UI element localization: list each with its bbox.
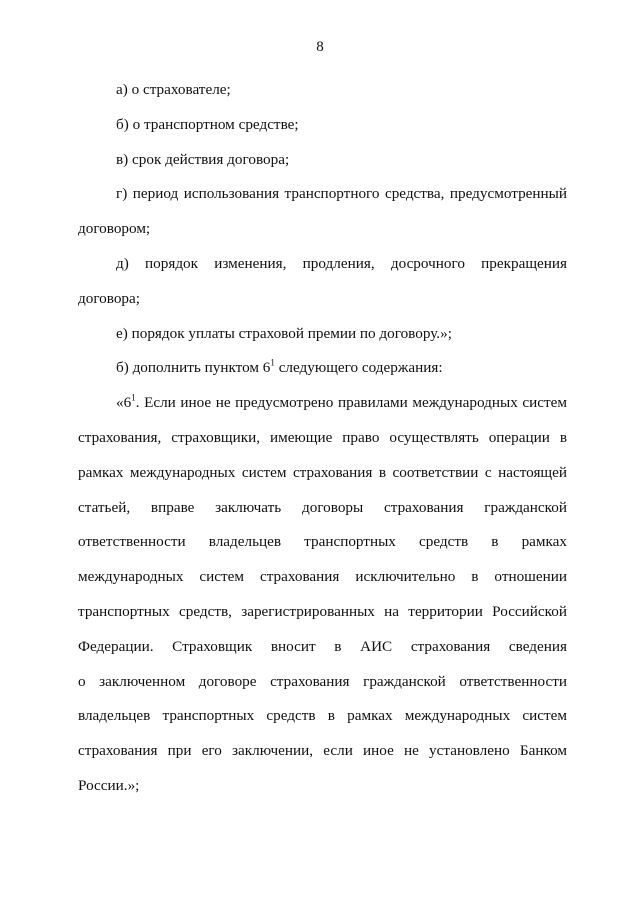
- list-item-term: в) срок действия договора;: [116, 150, 290, 168]
- amendment-tail: следующего содержания:: [274, 359, 443, 377]
- new-clause-last-line: России.»;: [78, 776, 140, 794]
- new-clause-line: Федерации. Страховщик вносит в АИС страхования сведения: [78, 637, 567, 655]
- page-number: 8: [316, 39, 324, 55]
- new-clause-paragraph: [78, 386, 567, 421]
- new-clause-line: статьей, вправе заключать договоры страхования гражданской: [78, 498, 567, 516]
- new-clause-line: о заключенном договоре страхования гражданской ответственности: [78, 672, 567, 690]
- new-clause-line: рамках международных систем страхования в соответствии с настоящей: [78, 463, 567, 481]
- new-clause-line: страхования при его заключении, если иное не установлено Банком: [78, 742, 567, 760]
- list-item-premium-payment: е) порядок уплаты страховой премии по договору.»;: [116, 324, 452, 342]
- list-item-vehicle: б) о транспортном средстве;: [116, 115, 299, 133]
- amendment-lead: б) дополнить пунктом 6: [116, 359, 271, 377]
- new-clause-line: ответственности владельцев транспортных средств в рамках: [78, 533, 567, 551]
- new-clause-line: транспортных средств, зарегистрированных на территории Российской: [78, 602, 567, 620]
- document-body: [78, 73, 567, 804]
- list-item-change-procedure: д) порядок изменения, продления, досрочного прекращения договора;: [78, 254, 567, 307]
- new-clause-open: «6: [116, 394, 132, 412]
- list-item-usage-period: г) период использования транспортного средства, предусмотренный договором;: [78, 185, 567, 238]
- new-clause-line: [78, 386, 567, 421]
- new-clause-first-text: . Если иное не предусмотрено правилами международных систем: [135, 394, 567, 412]
- list-item-policyholder: а) о страхователе;: [116, 81, 231, 98]
- new-clause-superscript: 1: [131, 392, 136, 403]
- new-clause-line: владельцев транспортных средств в рамках международных систем: [78, 707, 567, 725]
- amendment-paragraph: [78, 351, 567, 386]
- new-clause-line: международных систем страхования исключительно в отношении: [78, 568, 567, 586]
- amendment-superscript: 1: [270, 358, 275, 369]
- new-clause-line: страхования, страховщики, имеющие право осуществлять операции в: [78, 428, 567, 446]
